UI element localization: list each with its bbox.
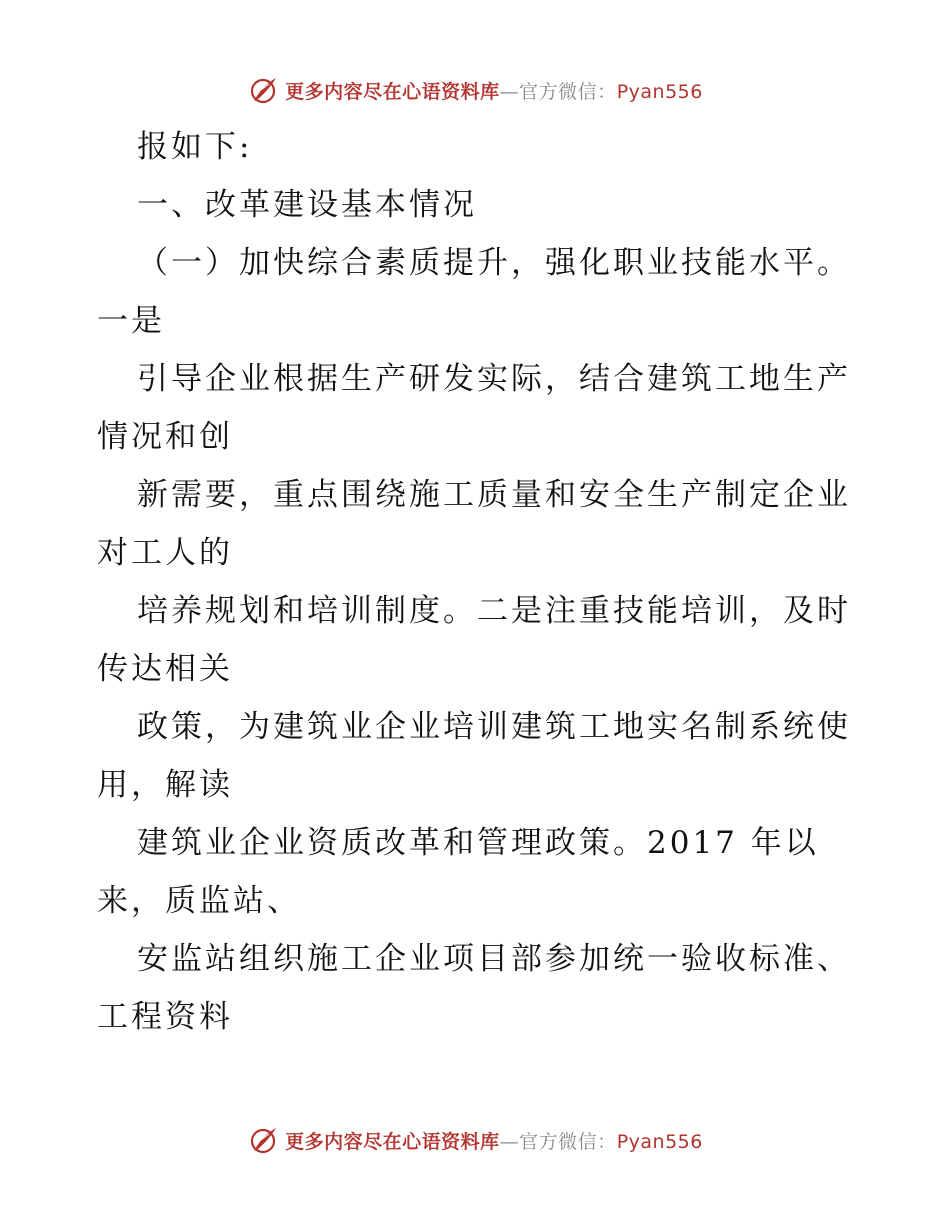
text-line: 一是 bbox=[97, 303, 165, 339]
document-body bbox=[97, 118, 857, 1046]
text-line: 培养规划和培训制度。二是注重技能培训，及时 bbox=[137, 593, 851, 629]
text-line: 传达相关 bbox=[97, 651, 233, 687]
text-line: 对工人的 bbox=[97, 535, 233, 571]
watermark-wechat-id: Pyan556 bbox=[616, 80, 703, 103]
text-line: 新需要，重点围绕施工质量和安全生产制定企业 bbox=[137, 477, 851, 513]
watermark-brand: 更多内容尽在心语资料库 bbox=[285, 80, 500, 103]
text-line: 引导企业根据生产研发实际，结合建筑工地生产 bbox=[137, 361, 851, 397]
text-line: 建筑业企业资质改革和管理政策。2017 年以 bbox=[137, 825, 819, 861]
watermark-separator: —官方微信： bbox=[499, 1130, 617, 1153]
header-watermark bbox=[0, 70, 950, 110]
watermark-wechat-id: Pyan556 bbox=[616, 1130, 703, 1153]
watermark-text bbox=[285, 77, 703, 104]
text-line: 来，质监站、 bbox=[97, 883, 301, 919]
text-line: 工程资料 bbox=[97, 999, 233, 1035]
text-line: 一、改革建设基本情况 bbox=[137, 187, 477, 223]
text-line: 用，解读 bbox=[97, 767, 233, 803]
quill-logo-icon bbox=[247, 1124, 279, 1156]
quill-logo-icon bbox=[247, 74, 279, 106]
watermark-brand: 更多内容尽在心语资料库 bbox=[285, 1130, 500, 1153]
text-line: 安监站组织施工企业项目部参加统一验收标准、 bbox=[137, 941, 851, 977]
footer-watermark bbox=[0, 1120, 950, 1160]
text-line: 情况和创 bbox=[97, 419, 233, 455]
watermark-text bbox=[285, 1127, 703, 1154]
watermark-separator: —官方微信： bbox=[499, 80, 617, 103]
text-line: 政策，为建筑业企业培训建筑工地实名制系统使 bbox=[137, 709, 851, 745]
text-line: 报如下: bbox=[137, 129, 253, 165]
text-line: （一）加快综合素质提升，强化职业技能水平。 bbox=[137, 245, 851, 281]
